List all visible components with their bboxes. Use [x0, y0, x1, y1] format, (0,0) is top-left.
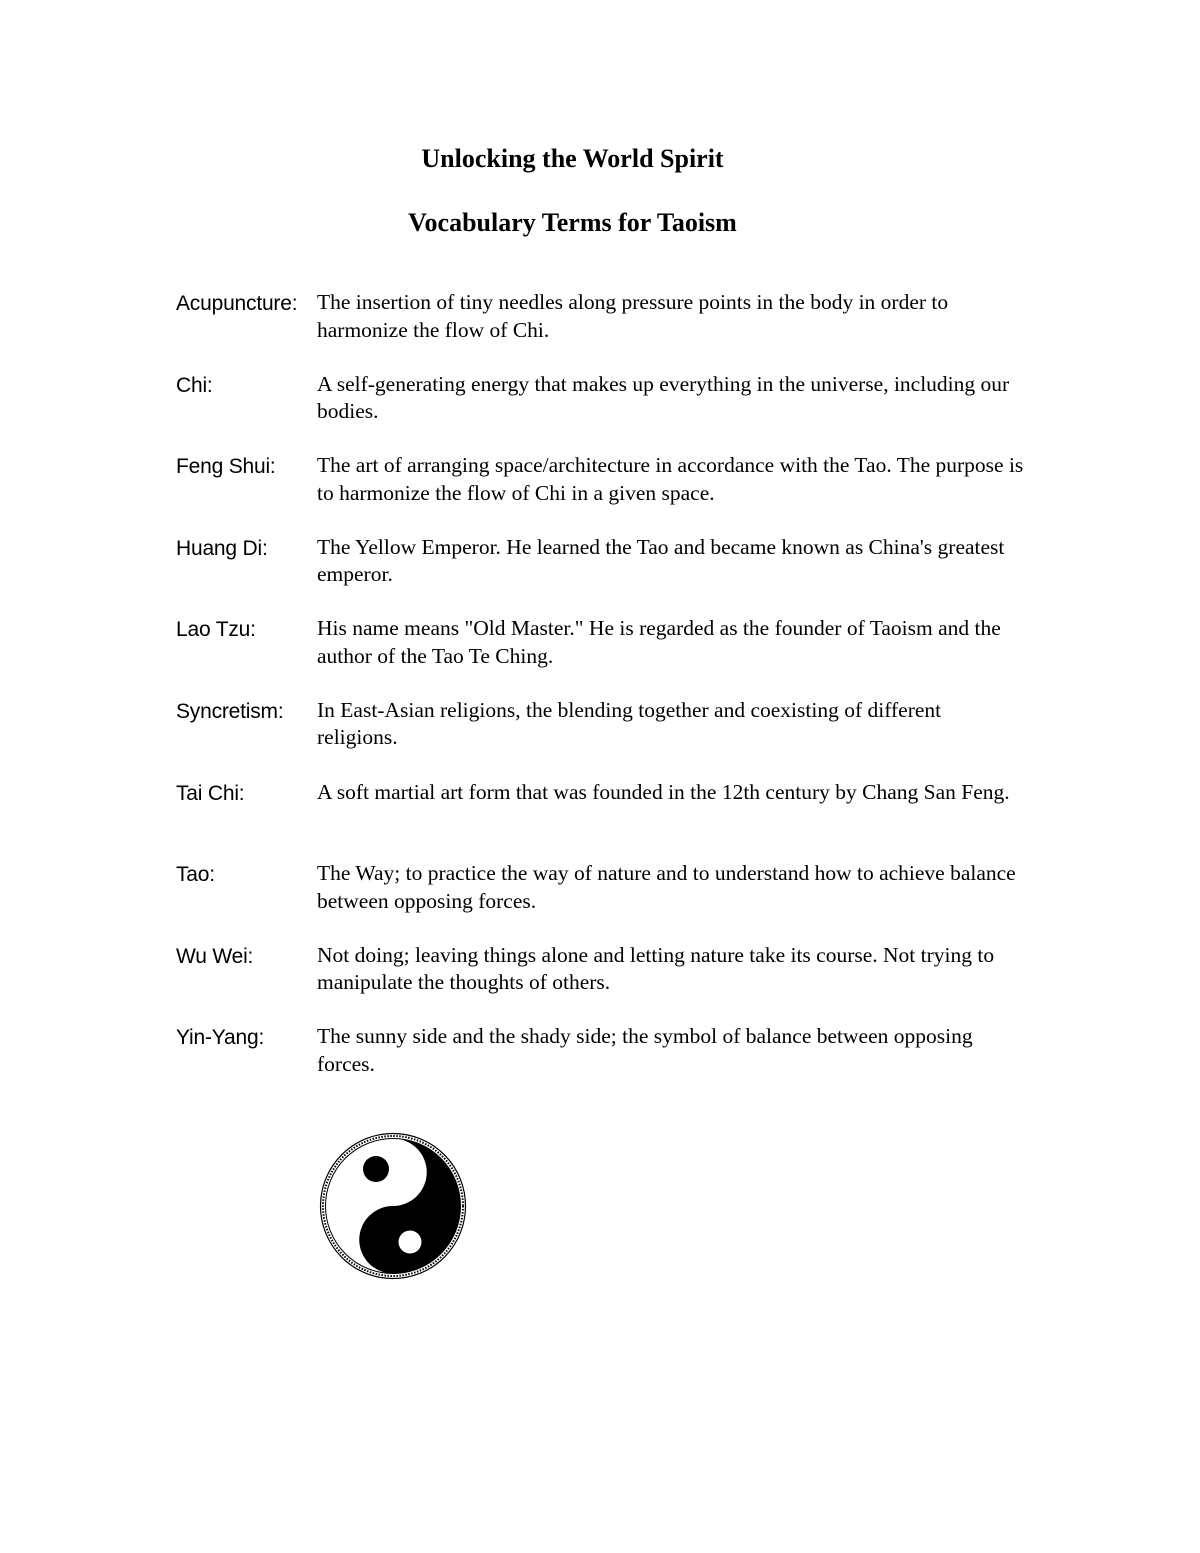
- vocab-definition: The sunny side and the shady side; the symbol of balance between opposing forces.: [317, 1024, 973, 1076]
- vocab-term: Yin-Yang:: [176, 1026, 265, 1050]
- yin-yang-icon: [318, 1131, 468, 1281]
- vocab-entry-feng-shui: [176, 452, 1036, 534]
- vocab-term: Acupuncture:: [176, 292, 298, 315]
- vocab-definition: The Yellow Emperor. He learned the Tao and became known as China's greatest emperor.: [317, 534, 1005, 587]
- vocab-definition: The art of arranging space/architecture in accordance with the Tao. The purpose is to harmonize the flow of Chi in a given space.: [317, 453, 1024, 505]
- vocab-entry-tai-chi: [176, 779, 1036, 861]
- vocab-entry-lao-tzu: [176, 615, 1036, 697]
- vocab-term: Lao Tzu:: [176, 618, 256, 642]
- vocab-term: Tai Chi:: [176, 781, 245, 805]
- vocab-entry-wu-wei: [176, 942, 1036, 1024]
- vocab-entry-huang-di: [176, 534, 1036, 616]
- vocab-definition: The Way; to practice the way of nature and to understand how to achieve balance between opposing forces.: [317, 861, 1016, 913]
- vocabulary-list: [176, 289, 1036, 1105]
- vocab-term: Huang Di:: [176, 536, 268, 560]
- page-subtitle: Vocabulary Terms for Taoism: [408, 208, 737, 237]
- vocab-entry-tao: [176, 860, 1036, 942]
- page-title: Unlocking the World Spirit: [421, 144, 724, 173]
- vocab-definition: In East-Asian religions, the blending together and coexisting of different religions.: [317, 697, 942, 750]
- vocab-entry-syncretism: [176, 697, 1036, 779]
- vocab-definition: A self-generating energy that makes up everything in the universe, including our bodies.: [317, 371, 1010, 424]
- vocab-entry-chi: [176, 371, 1036, 453]
- vocab-term: Syncretism:: [176, 699, 284, 723]
- vocab-definition: The insertion of tiny needles along pressure points in the body in order to harmonize the flow of Chi.: [317, 290, 949, 342]
- vocab-entry-yin-yang: [176, 1023, 1036, 1105]
- vocab-definition: Not doing; leaving things alone and letting nature take its course. Not trying to manipulate the thoughts of others.: [317, 942, 995, 995]
- vocab-entry-acupuncture: [176, 289, 1036, 371]
- vocab-term: Chi:: [176, 373, 213, 397]
- vocab-term: Tao:: [176, 863, 215, 887]
- vocab-definition: A soft martial art form that was founded in the 12th century by Chang San Feng.: [317, 779, 1010, 804]
- vocab-term: Wu Wei:: [176, 944, 254, 968]
- vocab-definition: His name means "Old Master." He is regarded as the founder of Taoism and the author of the Tao Te Ching.: [317, 616, 1001, 668]
- vocab-term: Feng Shui:: [176, 455, 276, 479]
